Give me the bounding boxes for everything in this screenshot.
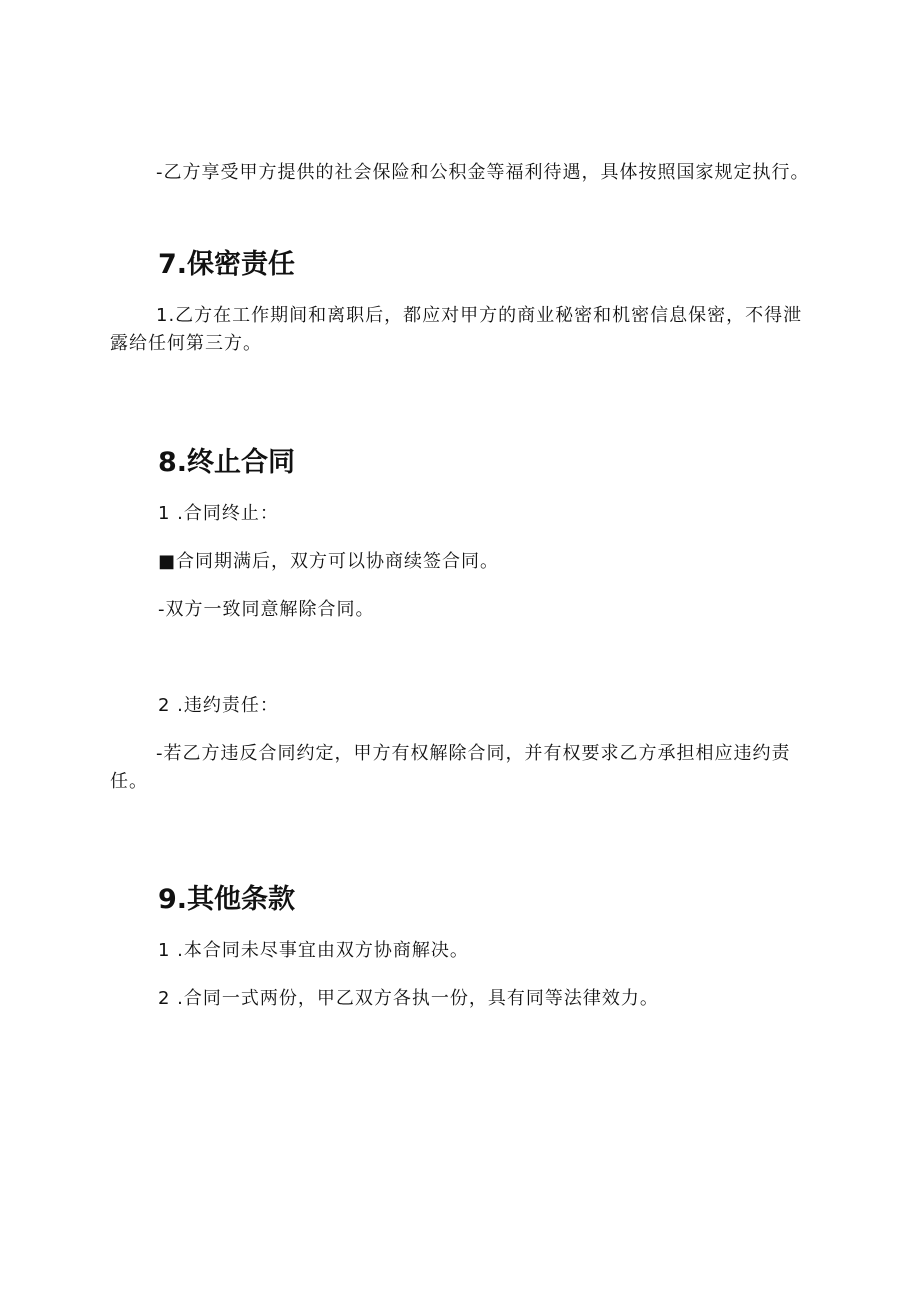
benefits-paragraph: -乙方享受甲方提供的社会保险和公积金等福利待遇，具体按照国家规定执行。: [156, 162, 810, 183]
section-8-title: 8.终止合同: [158, 447, 296, 478]
section-8-sub-1: 1 .合同终止：: [158, 503, 279, 524]
section-8-item-2: -双方一致同意解除合同。: [158, 599, 375, 620]
section-8-sub-2: 2 .违约责任：: [158, 695, 279, 716]
section-9-paragraph-2: 2 .合同一式两份，甲乙双方各执一份，具有同等法律效力。: [158, 988, 659, 1009]
section-9-paragraph-1: 1 .本合同未尽事宜由双方协商解决。: [158, 940, 469, 961]
section-7-paragraph-1: 1.乙方在工作期间和离职后，都应对甲方的商业秘密和机密信息保密，不得泄露给任何第三方。: [110, 305, 803, 354]
section-8-item-1: ■合同期满后，双方可以协商续签合同。: [158, 551, 500, 572]
section-8-item-3: -若乙方违反合同约定，甲方有权解除合同，并有权要求乙方承担相应违约责任。: [110, 743, 791, 792]
section-9-title: 9.其他条款: [158, 884, 296, 915]
section-7-title: 7.保密责任: [158, 249, 296, 280]
